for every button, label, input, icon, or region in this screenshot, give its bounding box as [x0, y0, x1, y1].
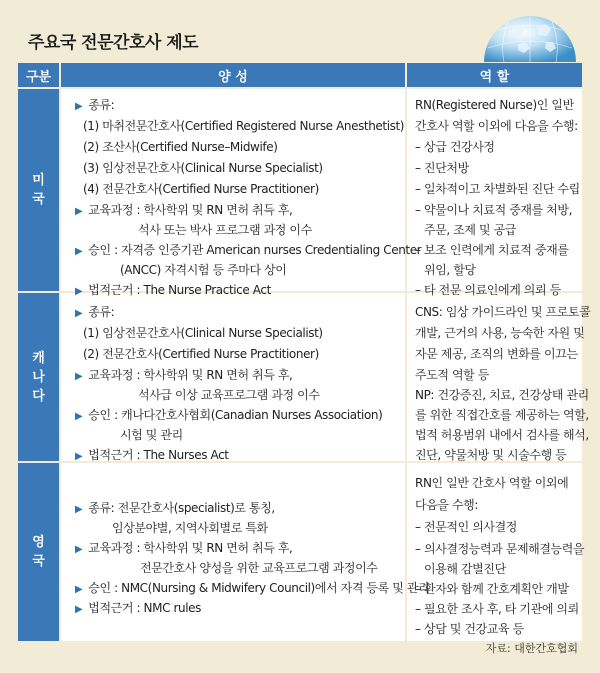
page-title: 주요국 전문간호사 제도	[28, 33, 199, 53]
training-line: ▶ 승인 : NMC(Nursing & Midwifery Council)에서 자격 등록 및 관리	[75, 581, 430, 595]
role-line: 위임, 할당	[424, 263, 476, 277]
triangle-bullet-icon: ▶	[75, 101, 83, 112]
role-line: – 보조 인력에게 치료적 중재를	[415, 243, 569, 257]
training-line: ▶ 법적근거 : The Nurse Practice Act	[75, 283, 271, 297]
training-line: (ANCC) 자격시험 등 주마다 상이	[120, 263, 287, 277]
role-line: – 상담 및 건강교육 등	[415, 622, 524, 636]
training-line: ▶ 종류:	[75, 305, 115, 319]
triangle-bullet-icon: ▶	[75, 604, 83, 615]
triangle-bullet-icon: ▶	[75, 504, 83, 515]
triangle-bullet-icon: ▶	[75, 584, 83, 595]
triangle-bullet-icon: ▶	[75, 246, 83, 257]
role-line: 진단, 약물처방 및 시술수행 등	[415, 448, 567, 462]
role-line: – 상급 건강사정	[415, 140, 495, 154]
role-line: – 약물이나 치료적 중재를 처방,	[415, 203, 572, 217]
country-char: 영	[32, 535, 45, 550]
country-char: 나	[32, 369, 45, 385]
training-line: ▶ 교육과정 : 학사학위 및 RN 면허 취득 후,	[75, 541, 293, 555]
role-line: 주도적 역할 등	[415, 368, 489, 382]
training-line: ▶ 승인 : 캐나다간호사협회(Canadian Nurses Association)	[75, 408, 383, 422]
globe-icon	[478, 4, 582, 62]
header-role: 역 할	[407, 63, 582, 87]
training-line: (2) 조산사(Certified Nurse–Midwife)	[83, 140, 278, 154]
training-line: ▶ 종류: 전문간호사(specialist)로 통칭,	[75, 501, 275, 515]
role-line: 를 위한 직접간호를 제공하는 역할,	[415, 408, 589, 422]
role-line: 이용해 감별진단	[424, 562, 506, 576]
country-char: 캐	[32, 350, 45, 366]
row-label-canada	[18, 293, 59, 461]
training-line: ▶ 종류:	[75, 98, 115, 112]
country-char: 국	[32, 554, 45, 569]
row-label-usa	[18, 89, 59, 291]
training-line: ▶ 교육과정 : 학사학위 및 RN 면허 취득 후,	[75, 203, 293, 217]
training-line: 시험 및 관리	[120, 428, 183, 442]
role-line: 주문, 조제 및 공급	[424, 223, 517, 237]
country-char: 국	[32, 192, 45, 207]
training-line: ▶ 승인 : 자격증 인증기관 American nurses Credentialing Center	[75, 243, 422, 257]
role-line: RN인 일반 간호사 역할 이외에	[415, 476, 569, 490]
row-label-uk	[18, 463, 59, 641]
training-line: 전문간호사 양성을 위한 교육프로그램 과정이수	[140, 561, 378, 575]
role-line: 다음을 수행:	[415, 498, 479, 512]
role-line: 법적 허용범위 내에서 검사를 해석,	[415, 428, 589, 442]
country-char: 다	[32, 388, 45, 404]
training-line: ▶ 법적근거 : NMC rules	[75, 601, 201, 615]
role-line: 간호사 역할 이외에 다음을 수행:	[415, 119, 578, 133]
training-line: 석사 또는 박사 프로그램 과정 이수	[138, 223, 312, 237]
triangle-bullet-icon: ▶	[75, 411, 83, 422]
training-line: (1) 마취전문간호사(Certified Registered Nurse Anesthetist)	[83, 119, 405, 133]
role-line: – 필요한 조사 후, 타 기관에 의뢰	[415, 602, 579, 616]
role-line: CNS: 임상 가이드라인 및 프로토콜	[415, 305, 591, 319]
training-line: ▶ 법적근거 : The Nurses Act	[75, 448, 229, 462]
training-line: (2) 전문간호사(Certified Nurse Practitioner)	[83, 347, 319, 361]
role-line: – 일차적이고 차별화된 진단 수립	[415, 182, 580, 196]
training-line: (4) 전문간호사(Certified Nurse Practitioner)	[83, 182, 319, 196]
country-char: 미	[32, 173, 45, 188]
role-line: 자문 제공, 조직의 변화를 이끄는	[415, 347, 578, 361]
triangle-bullet-icon: ▶	[75, 206, 83, 217]
header-category: 구분	[18, 63, 59, 87]
role-line: 개발, 근거의 사용, 능숙한 자원 및	[415, 326, 585, 340]
triangle-bullet-icon: ▶	[75, 286, 83, 297]
triangle-bullet-icon: ▶	[75, 371, 83, 382]
training-line: (3) 임상전문간호사(Clinical Nurse Specialist)	[83, 161, 323, 175]
training-line: 석사급 이상 교육프로그램 과정 이수	[138, 388, 320, 402]
role-line: – 의사결정능력과 문제해결능력을	[415, 542, 585, 556]
triangle-bullet-icon: ▶	[75, 451, 83, 462]
triangle-bullet-icon: ▶	[75, 308, 83, 319]
training-line: 임상분야별, 지역사회별로 특화	[112, 521, 268, 535]
role-line: – 타 전문 의료인에게 의뢰 등	[415, 283, 561, 297]
role-line: – 진단처방	[415, 161, 469, 175]
training-line: ▶ 교육과정 : 학사학위 및 RN 면허 취득 후,	[75, 368, 293, 382]
role-line: NP: 건강증진, 치료, 건강상태 관리	[415, 388, 589, 402]
role-line: RN(Registered Nurse)인 일반	[415, 98, 574, 112]
header-training: 양 성	[61, 63, 405, 87]
role-line: – 전문적인 의사결정	[415, 520, 517, 534]
triangle-bullet-icon: ▶	[75, 544, 83, 555]
source-note: 자료: 대한간호협회	[485, 642, 578, 655]
role-line: – 환자와 함께 간호계획안 개발	[415, 582, 569, 596]
training-line: (1) 임상전문간호사(Clinical Nurse Specialist)	[83, 326, 323, 340]
